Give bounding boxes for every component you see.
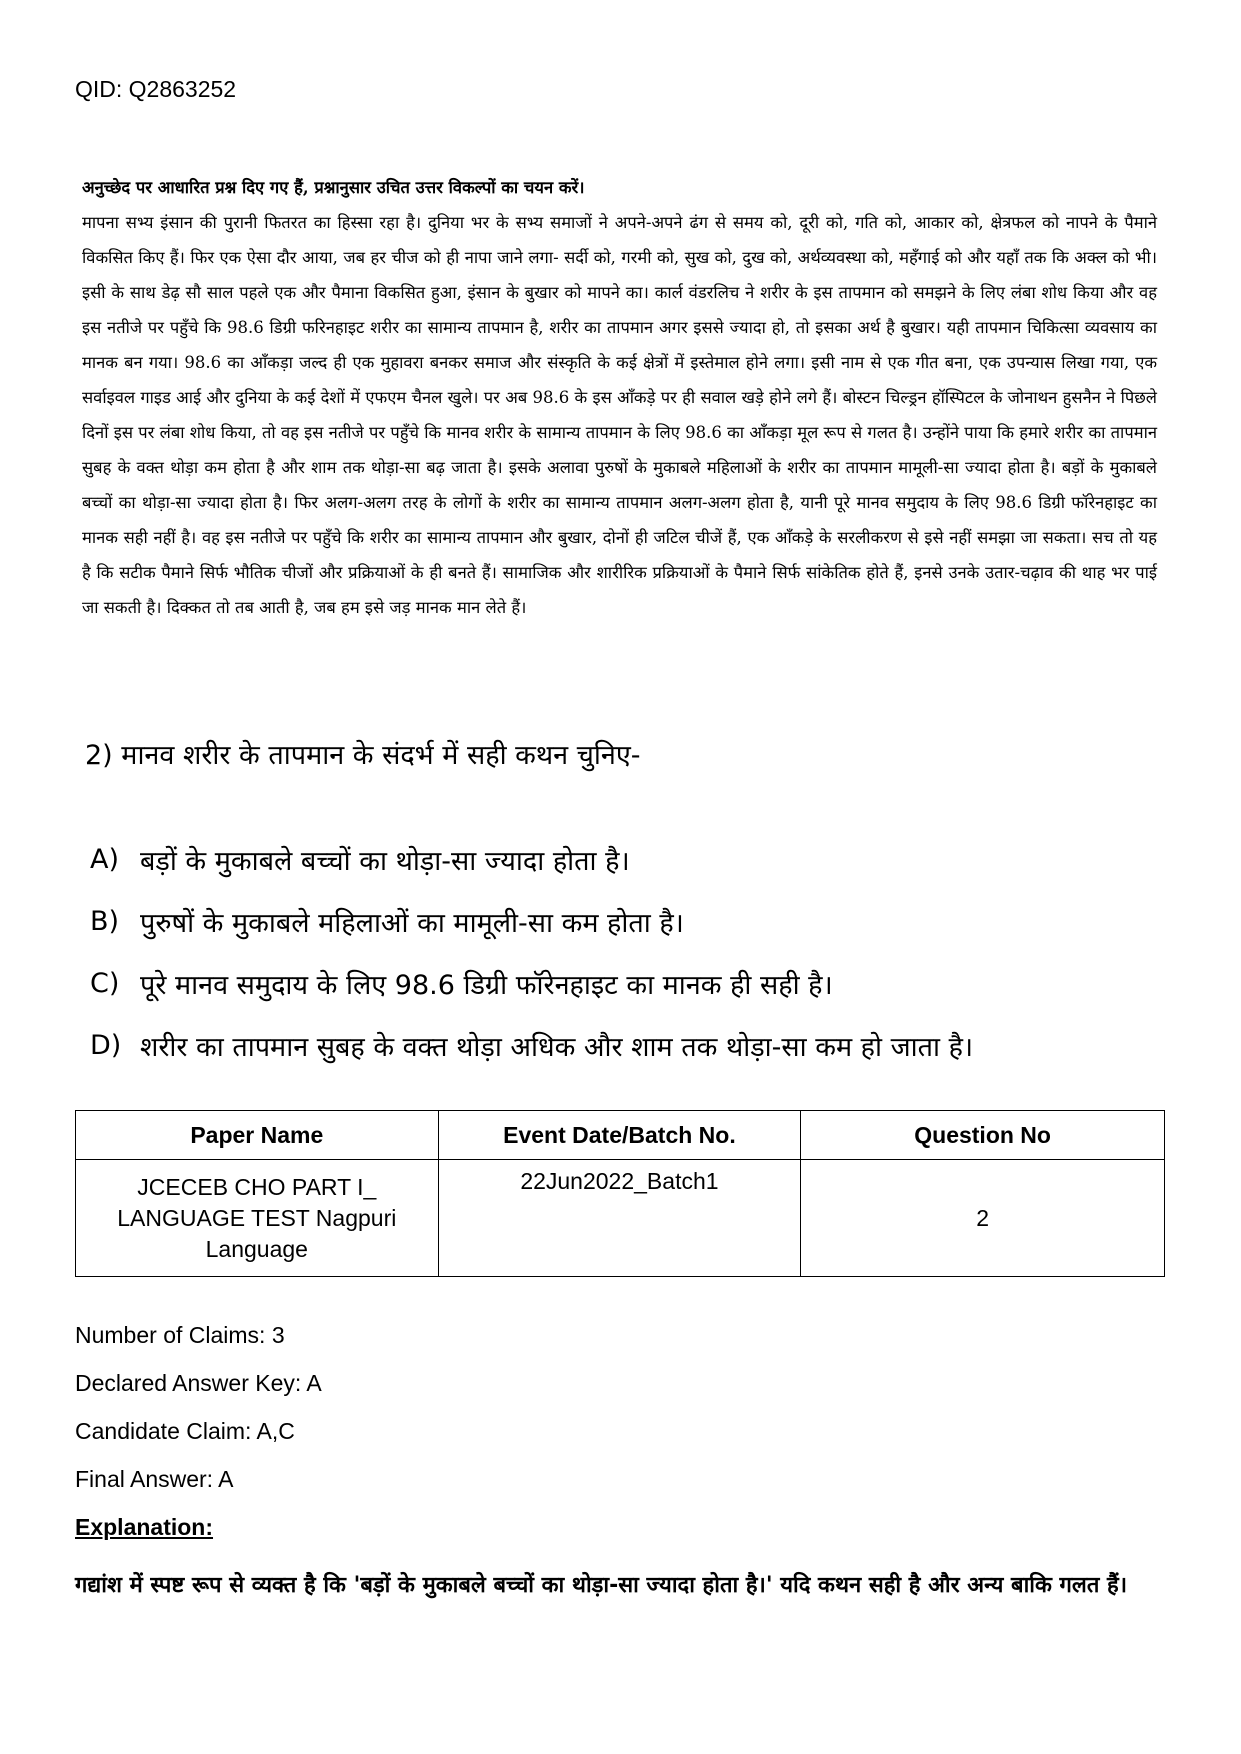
table-header-row — [76, 1111, 1165, 1160]
option-text: बड़ों के मुकाबले बच्चों का थोड़ा-सा ज्यादा होता है। — [140, 845, 630, 877]
passage-text: मापना सभ्य इंसान की पुरानी फितरत का हिस्सा रहा है। दुनिया भर के सभ्य समाजों ने अपने-अपने ढंग से समय को, दूरी को, गति को, आकार को, क्षेत्रफल को नापने के पैमाने विकसित किए हैं। फिर एक ऐसा दौर आया, जब हर चीज को ही नापा जाने लगा- सर्दी को, गरमी को, सुख को, दुख को, अर्थव्यवस्था को, महँगाई को और यहाँ तक कि अक्ल को भी। इसी के साथ डेढ़ सौ साल पहले एक और पैमाना विकसित हुआ, इंसान के बुखार को मापने का। कार्ल वंडरलिच ने शरीर के इस तापमान को समझने के लिए लंबा शोध किया और वह इस नतीजे पर पहुँचे कि 98.6 डिग्री फरिनहाइट शरीर का सामान्य तापमान है, शरीर का तापमान अगर इससे ज्यादा हो, तो इसका अर्थ है बुखार। यही तापमान चिकित्सा व्यवसाय का मानक बन गया। 98.6 का आँकड़ा जल्द ही एक मुहावरा बनकर समाज और संस्कृति के कई क्षेत्रों में इस्तेमाल होने लगा। इसी नाम से एक गीत बना, एक उपन्यास लिखा गया, एक सर्वाइवल गाइड आई और दुनिया के कई देशों में एफएम चैनल खुले। पर अब 98.6 के इस आँकड़े पर ही सवाल खड़े होने लगे हैं। बोस्टन चिल्ड्रन हॉस्पिटल के जोनाथन हुसनैन ने पिछले दिनों इस पर लंबा शोध किया, तो वह इस नतीजे पर पहुँचे कि मानव शरीर के सामान्य तापमान के लिए 98.6 का आँकड़ा मूल रूप से गलत है। उन्होंने पाया कि हमारे शरीर का तापमान सुबह के वक्त थोड़ा कम होता है और शाम तक थोड़ा-सा बढ़ जाता है। इसके अलावा पुरुषों के मुकाबले महिलाओं के शरीर का तापमान मामूली-सा ज्यादा होता है। बड़ों के मुकाबले बच्चों का थोड़ा-सा ज्यादा होता है। फिर अलग-अलग तरह के लोगों के शरीर का सामान्य तापमान अलग-अलग होता है, यानी पूरे मानव समुदाय के लिए 98.6 डिग्री फॉरेनहाइट का मानक सही नहीं है। वह इस नतीजे पर पहुँचे कि शरीर का सामान्य तापमान और बुखार, दोनों ही जटिल चीजें हैं, एक आँकड़े के सरलीकरण से इसे नहीं समझा जा सकता। सच तो यह है कि सटीक पैमाने सिर्फ भौतिक चीजों और प्रक्रियाओं के ही बनते हैं। सामाजिक और शारीरिक प्रक्रियाओं के पैमाने सिर्फ सांकेतिक होते हैं, इनसे उनके उतार-चढ़ाव की थाह भर पाई जा सकती है। दिक्कत तो तब आती है, जब हम इसे जड़ मानक मान लेते हैं। — [82, 213, 1157, 617]
table-row — [76, 1160, 1165, 1277]
claim-details — [75, 1318, 322, 1558]
option-d — [90, 1014, 1190, 1076]
option-text: पूरे मानव समुदाय के लिए 98.6 डिग्री फॉरेनहाइट का मानक ही सही है। — [140, 969, 833, 1001]
options-list — [90, 828, 1190, 1076]
explanation-heading: Explanation: — [75, 1514, 214, 1540]
option-letter: B) — [90, 905, 120, 937]
passage-instruction: अनुच्छेद पर आधारित प्रश्न दिए गए हैं, प्रश्नानुसार उचित उत्तर विकल्पों का चयन करें। — [82, 178, 585, 197]
header-question-no: Question No — [801, 1111, 1165, 1160]
option-b — [90, 890, 1190, 952]
info-table — [75, 1110, 1165, 1277]
option-a — [90, 828, 1190, 890]
cell-event-date: 22Jun2022_Batch1 — [438, 1160, 801, 1277]
option-letter: D) — [90, 1029, 122, 1061]
option-text: पुरुषों के मुकाबले महिलाओं का मामूली-सा कम होता है। — [140, 907, 684, 939]
option-letter: A) — [90, 843, 120, 875]
declared-answer-key: Declared Answer Key: A — [75, 1370, 322, 1396]
header-event-date: Event Date/Batch No. — [438, 1111, 801, 1160]
candidate-claim: Candidate Claim: A,C — [75, 1418, 295, 1444]
number-of-claims: Number of Claims: 3 — [75, 1322, 285, 1348]
cell-paper-name: JCECEB CHO PART I_ LANGUAGE TEST Nagpuri Language — [76, 1160, 439, 1277]
passage — [82, 170, 1157, 625]
option-letter: C) — [90, 967, 120, 999]
question-id: QID: Q2863252 — [75, 76, 237, 102]
option-text: शरीर का तापमान सुबह के वक्त थोड़ा अधिक और शाम तक थोड़ा-सा कम हो जाता है। — [140, 1031, 974, 1063]
question-text: 2) मानव शरीर के तापमान के संदर्भ में सही कथन चुनिए- — [85, 740, 641, 771]
explanation-text: गद्यांश में स्पष्ट रूप से व्यक्त है कि 'बड़ों के मुकाबले बच्चों का थोड़ा-सा ज्यादा होता है।' यदि कथन सही है और अन्य बाकि गलत हैं। — [75, 1573, 1128, 1598]
cell-question-no: 2 — [801, 1160, 1165, 1277]
option-c — [90, 952, 1190, 1014]
final-answer: Final Answer: A — [75, 1466, 234, 1492]
header-paper-name: Paper Name — [76, 1111, 439, 1160]
